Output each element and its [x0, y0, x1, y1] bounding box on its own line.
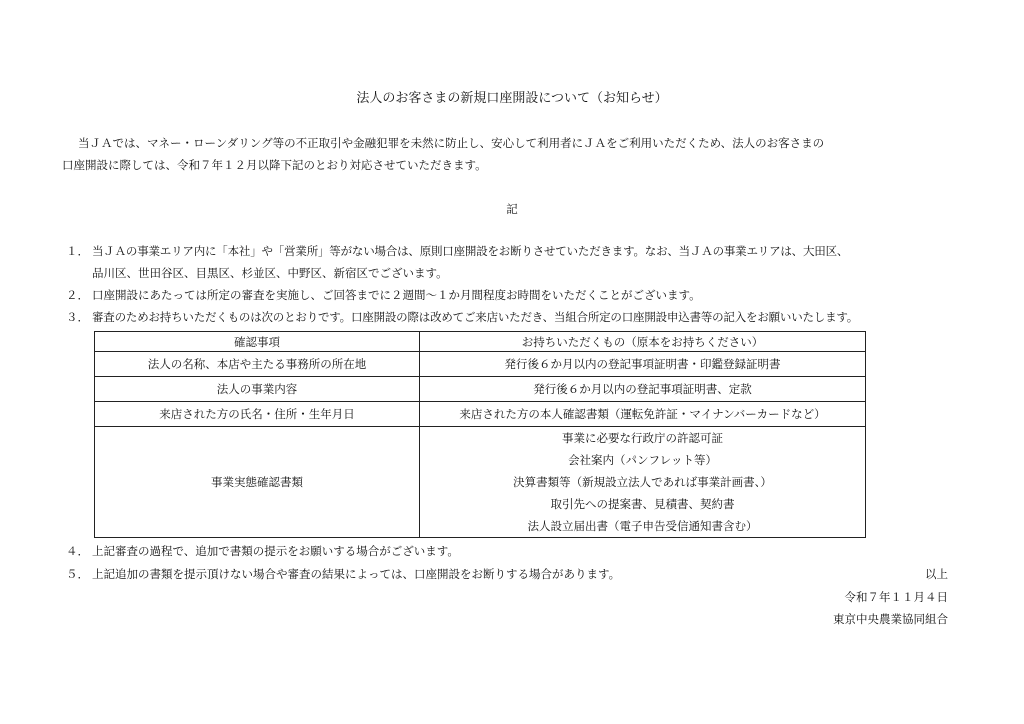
item-text-3: 審査のためお持ちいただくものは次のとおりです。口座開設の際は改めてご来店いただき、当組合所定の口座開設申込書等の記入をお願いいたします。 — [92, 310, 859, 324]
item-number-4: ４． — [66, 544, 89, 558]
item-number-3: ３． — [66, 310, 89, 324]
table-row — [95, 402, 866, 427]
documents-cell: 発行後６か月以内の登記事項証明書・印鑑登録証明書 — [420, 352, 866, 377]
table-row — [95, 427, 866, 538]
check-item-cell: 来店された方の氏名・住所・生年月日 — [95, 402, 420, 427]
item-text-4: 上記審査の過程で、追加で書類の提示をお願いする場合がございます。 — [92, 544, 459, 558]
table-row — [95, 377, 866, 402]
header-check-item: 確認事項 — [95, 332, 420, 352]
documents-cell-list — [420, 427, 866, 538]
required-documents-table — [94, 331, 866, 538]
documents-cell: 来店された方の本人確認書類（運転免許証・マイナンバーカードなど） — [420, 402, 866, 427]
table-header-row — [95, 332, 866, 352]
header-documents: お持ちいただくもの（原本をお持ちください） — [420, 332, 866, 352]
check-item-cell: 法人の事業内容 — [95, 377, 420, 402]
issue-date: 令和７年１１月４日 — [844, 590, 948, 604]
item-text-1a: 当ＪＡの事業エリア内に「本社」や「営業所」等がない場合は、原則口座開設をお断りさせていただきます。なお、当ＪＡの事業エリアは、大田区、 — [92, 244, 849, 258]
page-title: 法人のお客さまの新規口座開設について（お知らせ） — [356, 91, 668, 106]
item-text-2: 口座開設にあたっては所定の審査を実施し、ご回答までに２週間～１か月間程度お時間をいただくことがございます。 — [92, 288, 701, 302]
document-entry: 事業に必要な行政庁の許認可証 — [562, 431, 723, 445]
item-text-5: 上記追加の書類を提示頂けない場合や審査の結果によっては、口座開設をお断りする場合があります。 — [92, 567, 621, 581]
documents-cell: 発行後６か月以内の登記事項証明書、定款 — [420, 377, 866, 402]
document-entry: 決算書類等（新規設立法人であれば事業計画書、） — [513, 475, 772, 489]
document-entry: 法人設立届出書（電子申告受信通知書含む） — [527, 519, 758, 533]
item-number-2: ２． — [66, 288, 89, 302]
ki-heading: 記 — [506, 202, 518, 216]
organization-name: 東京中央農業協同組合 — [833, 612, 948, 626]
item-number-1: １． — [66, 244, 89, 258]
check-item-cell: 法人の名称、本店や主たる事務所の所在地 — [95, 352, 420, 377]
closing-mark: 以上 — [925, 567, 948, 581]
document-entry: 会社案内（パンフレット等） — [568, 453, 717, 467]
document-entry: 取引先への提案書、見積書、契約書 — [550, 497, 735, 511]
check-item-cell: 事業実態確認書類 — [95, 427, 420, 538]
table-row — [95, 352, 866, 377]
item-text-1b: 品川区、世田谷区、目黒区、杉並区、中野区、新宿区でございます。 — [92, 266, 448, 280]
item-number-5: ５． — [66, 567, 89, 581]
intro-line-1: 当ＪＡでは、マネー・ローンダリング等の不正取引や金融犯罪を未然に防止し、安心して利用者にＪＡをご利用いただくため、法人のお客さまの — [78, 136, 825, 150]
intro-line-2: 口座開設に際しては、令和７年１２月以降下記のとおり対応させていただきます。 — [62, 158, 487, 172]
